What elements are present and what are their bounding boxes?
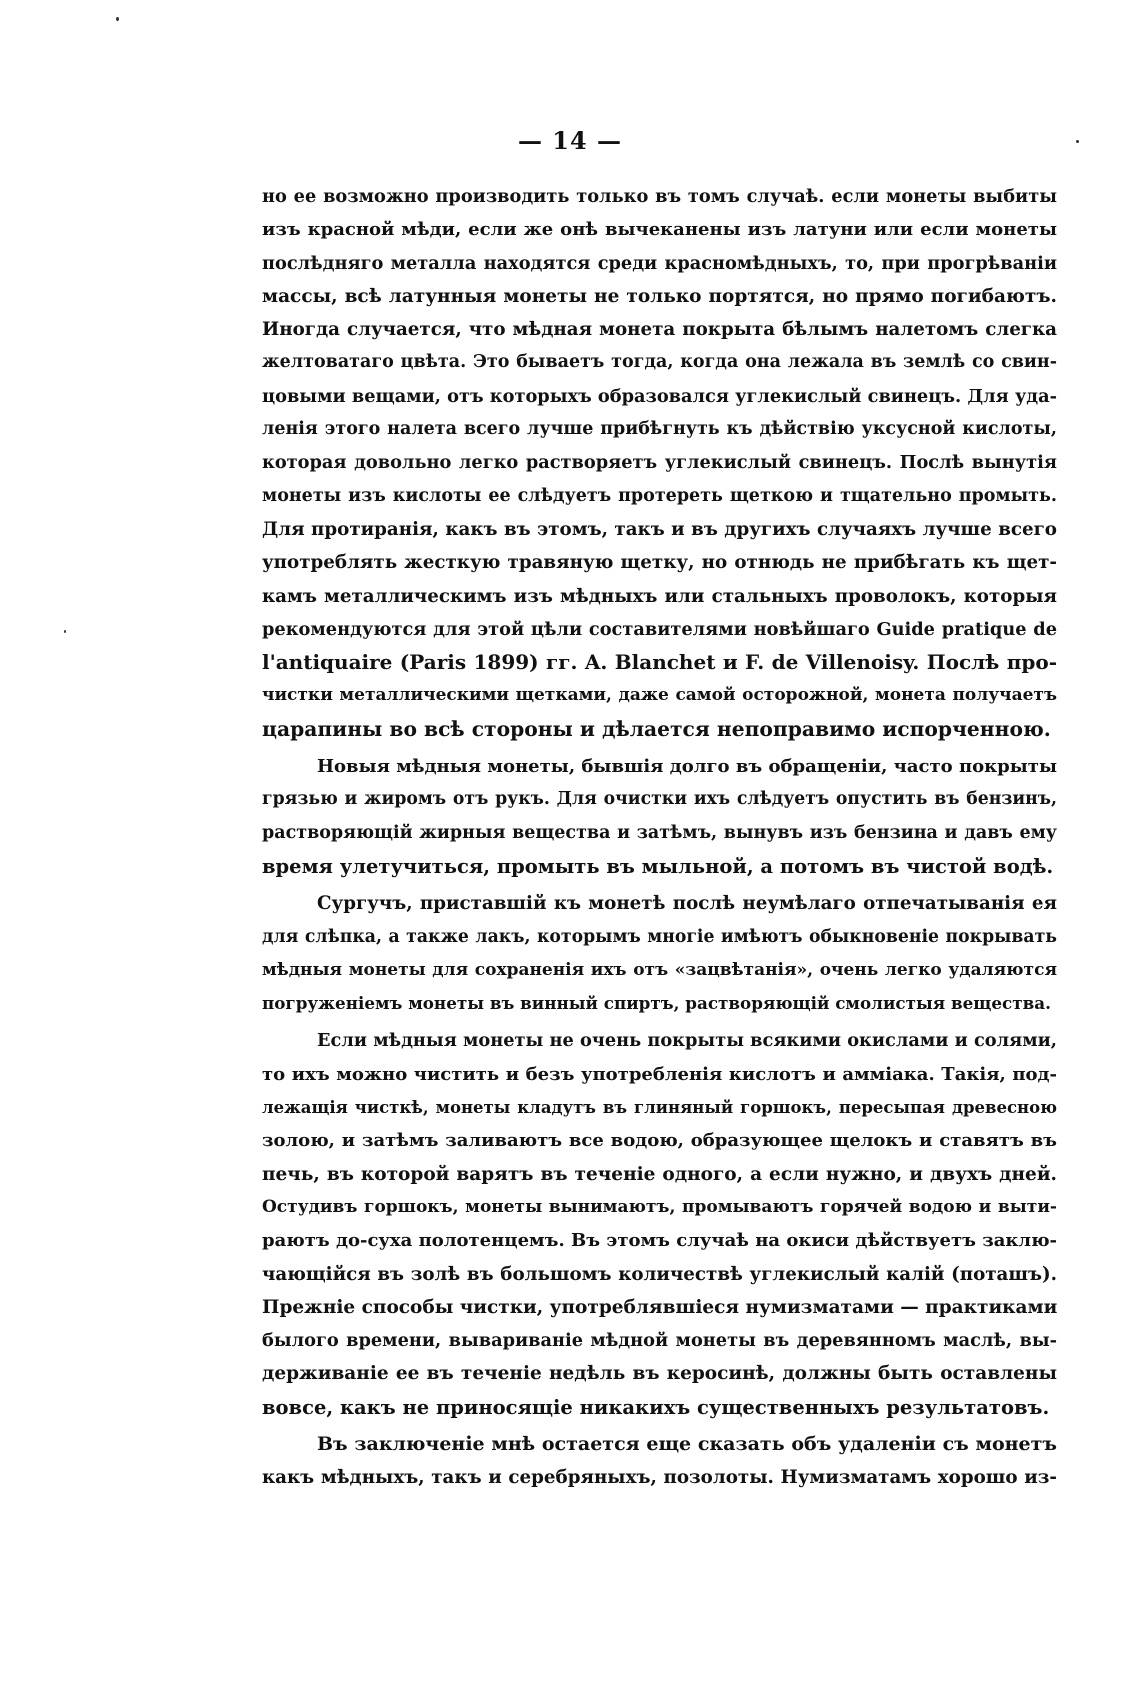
text-line: Иногда случается, что мѣдная монета покрыта бѣлымъ налетомъ слегка — [262, 319, 1057, 341]
scan-speck — [116, 17, 119, 21]
text-line: лежащія чисткѣ, монеты кладутъ въ глиняный горшокъ, пересыпая древесною — [262, 1098, 1057, 1118]
scan-speck — [64, 630, 66, 633]
paragraph-2 — [262, 750, 1057, 883]
text-line: вовсе, какъ не приносящіе никакихъ существенныхъ результатовъ. — [262, 1395, 1050, 1419]
text-line: время улетучиться, промыть въ мыльной, а потомъ въ чистой водѣ. — [262, 854, 1054, 878]
text-line: ленія этого налета всего лучше прибѣгнуть къ дѣйствію уксусной кислоты, — [262, 419, 1057, 440]
text-line: Новыя мѣдныя монеты, бывшія долго въ обращеніи, часто покрыты — [317, 756, 1057, 778]
text-line: которая довольно легко растворяетъ углекислый свинецъ. Послѣ вынутія — [262, 452, 1057, 474]
text-line: чистки металлическими щетками, даже самой осторожной, монета получаетъ — [262, 685, 1057, 706]
text-line: Если мѣдныя монеты не очень покрыты всякими окислами и солями, — [317, 1030, 1057, 1052]
text-line: чающійся въ золѣ въ большомъ количествѣ углекислый калій (поташъ). — [262, 1263, 1057, 1285]
scan-speck — [1076, 140, 1079, 143]
text-line: былого времени, вывариваніе мѣдной монеты въ деревянномъ маслѣ, вы- — [262, 1330, 1057, 1352]
text-line: растворяющій жирныя вещества и затѣмъ, вынувъ изъ бензина и давъ ему — [262, 822, 1057, 843]
paragraph-5 — [262, 1428, 1057, 1495]
text-line: раютъ до-суха полотенцемъ. Въ этомъ случаѣ на окиси дѣйствуетъ заклю- — [262, 1230, 1057, 1252]
body-text — [262, 180, 1057, 1495]
text-line: изъ красной мѣди, если же онѣ вычеканены изъ латуни или если монеты — [262, 219, 1057, 241]
text-line: грязью и жиромъ отъ рукъ. Для очистки ихъ слѣдуетъ опустить въ бензинъ, — [262, 789, 1057, 810]
text-line: l'antiquaire (Paris 1899) гг. A. Blanchet и F. de Villenoisy. Послѣ про- — [262, 650, 1057, 675]
text-line: мѣдныя монеты для сохраненія ихъ отъ «зацвѣтанія», очень легко удаляются — [262, 959, 1057, 980]
text-line: царапины во всѣ стороны и дѣлается непоправимо испорченною. — [262, 716, 1051, 741]
text-line: Прежніе способы чистки, употреблявшіеся нумизматами — практиками — [262, 1296, 1058, 1318]
text-line: держиваніе ее въ теченіе недѣль въ керосинѣ, должны быть оставлены — [262, 1363, 1057, 1385]
text-line: какъ мѣдныхъ, такъ и серебряныхъ, позолоты. Нумизматамъ хорошо из- — [262, 1467, 1057, 1489]
text-line: цовыми вещами, отъ которыхъ образовался углекислый свинецъ. Для уда- — [262, 385, 1057, 407]
text-line: послѣдняго металла находятся среди красномѣдныхъ, то, при прогрѣваніи — [262, 252, 1057, 274]
paragraph-3 — [262, 887, 1057, 1020]
text-line: но ее возможно производить только въ томъ случаѣ. если монеты выбиты — [262, 186, 1057, 207]
text-line: желтоватаго цвѣта. Это бываетъ тогда, когда она лежала въ землѣ со свин- — [262, 352, 1057, 373]
text-line: для слѣпка, а также лакъ, которымъ многіе имѣютъ обыкновеніе покрывать — [262, 926, 1057, 947]
page-number: — 14 — — [517, 126, 623, 155]
text-line: печь, въ которой варятъ въ теченіе одного, а если нужно, и двухъ дней. — [262, 1163, 1057, 1185]
text-line: массы, всѣ латунныя монеты не только портятся, но прямо погибаютъ. — [262, 285, 1057, 307]
text-line: то ихъ можно чистить и безъ употребленія кислотъ и амміака. Такія, под- — [262, 1063, 1057, 1085]
text-line: погруженіемъ монеты въ винный спиртъ, растворяющій смолистыя вещества. — [262, 993, 1051, 1014]
text-line: употреблять жесткую травяную щетку, но отнюдь не прибѣгать къ щет- — [262, 552, 1057, 574]
text-line: Для протиранія, какъ въ этомъ, такъ и въ другихъ случаяхъ лучше всего — [262, 518, 1057, 540]
text-line: Остудивъ горшокъ, монеты вынимаютъ, промываютъ горячей водою и выти- — [262, 1196, 1057, 1217]
text-line: камъ металлическимъ изъ мѣдныхъ или стальныхъ проволокъ, которыя — [262, 585, 1057, 607]
paragraph-1 — [262, 180, 1057, 746]
paragraph-4 — [262, 1024, 1057, 1424]
text-line: золою, и затѣмъ заливаютъ все водою, образующее щелокъ и ставятъ въ — [262, 1130, 1057, 1152]
text-line: рекомендуются для этой цѣли составителями новѣйшаго Guide pratique de — [262, 618, 1057, 640]
text-line: Сургучъ, приставшій къ монетѣ послѣ неумѣлаго отпечатыванія ея — [317, 893, 1057, 915]
text-line: Въ заключеніе мнѣ остается еще сказать объ удаленіи съ монетъ — [317, 1432, 1057, 1455]
text-line: монеты изъ кислоты ее слѣдуетъ протереть щеткою и тщательно промыть. — [262, 485, 1057, 506]
